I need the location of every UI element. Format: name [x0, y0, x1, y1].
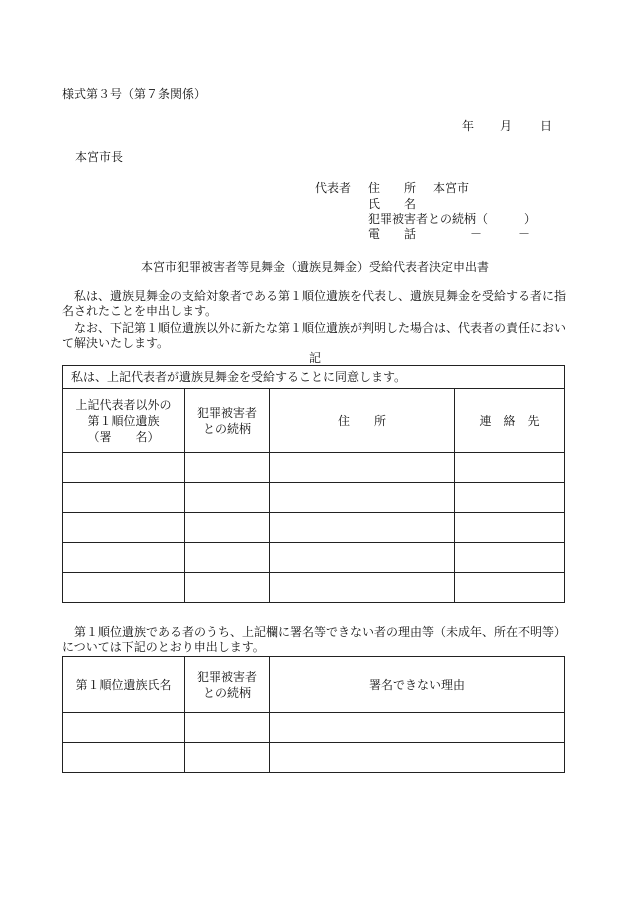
address-label: 住 所: [368, 181, 417, 195]
phone-value: － －: [470, 227, 531, 241]
address-cell[interactable]: [270, 513, 455, 543]
date-month: 月: [500, 119, 513, 133]
header-relation: 犯罪被害者 との続柄: [185, 657, 270, 713]
signature-cell[interactable]: [63, 453, 185, 483]
relation-label: 犯罪被害者との続柄（ ）: [368, 212, 537, 226]
contact-cell[interactable]: [455, 453, 565, 483]
relation-cell[interactable]: [185, 483, 270, 513]
address-cell[interactable]: [270, 543, 455, 573]
address-cell[interactable]: [270, 483, 455, 513]
consent-table: [62, 365, 565, 603]
contact-cell[interactable]: [455, 543, 565, 573]
header-signature: 上記代表者以外の 第１順位遺族 （署 名）: [63, 389, 185, 453]
ki-label: 記: [308, 351, 321, 365]
header-name: 第１順位遺族氏名: [63, 657, 185, 713]
relation-cell[interactable]: [185, 513, 270, 543]
table-row: [63, 573, 565, 603]
relation-cell[interactable]: [185, 573, 270, 603]
header-reason: 署名できない理由: [270, 657, 565, 713]
table-row: [63, 713, 565, 743]
name-cell[interactable]: [63, 743, 185, 773]
contact-cell[interactable]: [455, 513, 565, 543]
consent-text: 私は、上記代表者が遺族見舞金を受給することに同意します。: [63, 366, 565, 389]
document-title: 本宮市犯罪被害者等見舞金（遺族見舞金）受給代表者決定申出書: [140, 260, 489, 274]
paragraph-1: 私は、遺族見舞金の支給対象者である第１順位遺族を代表し、遺族見舞金を受給する者に指名されたことを申出します。: [62, 289, 567, 318]
table-row: [63, 743, 565, 773]
addressee: 本宮市長: [75, 150, 124, 164]
reason-cell[interactable]: [270, 713, 565, 743]
table-row: [63, 453, 565, 483]
address-cell[interactable]: [270, 453, 455, 483]
signature-cell[interactable]: [63, 513, 185, 543]
paragraph-3: 第１順位遺族である者のうち、上記欄に署名等できない者の理由等（未成年、所在不明等）については下記のとおり申出します。: [62, 625, 567, 654]
relation-cell[interactable]: [185, 543, 270, 573]
header-address: 住 所: [270, 389, 455, 453]
relation-cell[interactable]: [185, 713, 270, 743]
relation-cell[interactable]: [185, 743, 270, 773]
paragraph-2: なお、下記第１順位遺族以外に新たな第１順位遺族が判明した場合は、代表者の責任において解決いたします。: [62, 321, 567, 350]
reason-table: [62, 656, 565, 773]
relation-cell[interactable]: [185, 453, 270, 483]
name-label: 氏 名: [368, 197, 417, 211]
address-value: 本宮市: [433, 181, 470, 195]
name-cell[interactable]: [63, 713, 185, 743]
contact-cell[interactable]: [455, 483, 565, 513]
signature-cell[interactable]: [63, 543, 185, 573]
form-number: 様式第３号（第７条関係）: [62, 87, 207, 101]
header-contact: 連 絡 先: [455, 389, 565, 453]
contact-cell[interactable]: [455, 573, 565, 603]
signature-cell[interactable]: [63, 483, 185, 513]
table-row: [63, 543, 565, 573]
header-relation: 犯罪被害者 との続柄: [185, 389, 270, 453]
signature-cell[interactable]: [63, 573, 185, 603]
reason-cell[interactable]: [270, 743, 565, 773]
date-year: 年: [462, 119, 475, 133]
representative-label: 代表者: [315, 181, 352, 195]
phone-label: 電 話: [368, 227, 417, 241]
address-cell[interactable]: [270, 573, 455, 603]
table-row: [63, 513, 565, 543]
date-day: 日: [540, 119, 553, 133]
table-row: [63, 483, 565, 513]
